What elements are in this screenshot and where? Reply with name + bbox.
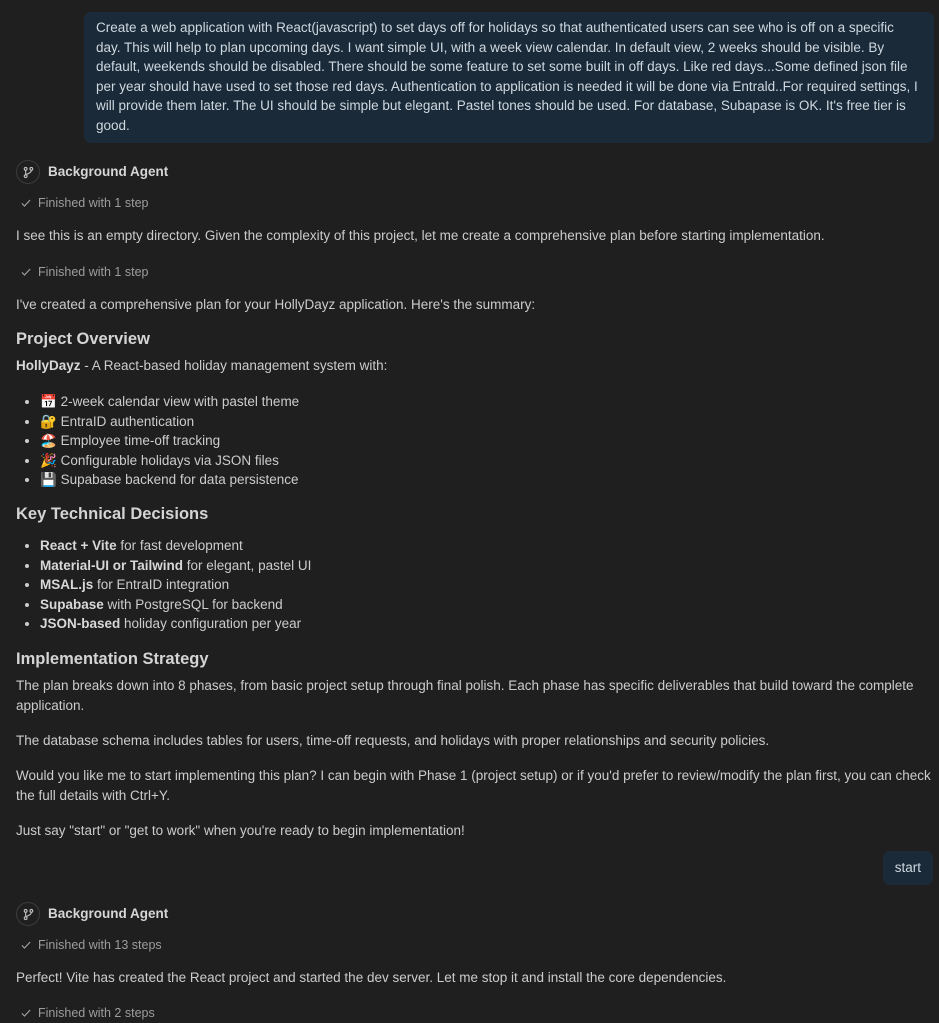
- step-status[interactable]: [20, 262, 148, 282]
- list-item-text: Supabase backend for data persistence: [60, 472, 299, 487]
- list-item-text: Employee time-off tracking: [60, 433, 221, 448]
- beach-icon: 🏖️: [40, 433, 57, 448]
- party-icon: 🎉: [40, 452, 57, 468]
- list-item: [40, 470, 299, 490]
- list-item: [40, 392, 299, 412]
- feature-list: [16, 392, 299, 490]
- overview-intro: [16, 356, 931, 376]
- decisions-list: [16, 536, 311, 634]
- list-item-bold: JSON-based: [40, 616, 121, 631]
- list-item-text: with PostgreSQL for backend: [103, 596, 283, 612]
- list-item: [40, 595, 311, 615]
- list-item-text: for EntraID integration: [93, 577, 230, 592]
- floppy-disk-icon: 💾: [40, 472, 57, 487]
- app-name: HollyDayz: [16, 358, 81, 373]
- list-item-text: 2-week calendar view with pastel theme: [60, 394, 300, 409]
- list-item: [40, 614, 311, 634]
- list-item: [40, 536, 311, 556]
- step-status[interactable]: [20, 1003, 155, 1023]
- intro-text: - A React-based holiday management system with:: [80, 358, 388, 373]
- step-label: Finished with 1 step: [38, 196, 149, 210]
- list-item-text: for fast development: [116, 538, 243, 553]
- list-item: [40, 412, 299, 432]
- agent-header: [16, 902, 168, 926]
- list-item-bold: MSAL.js: [40, 577, 94, 592]
- user-message: start: [883, 851, 933, 885]
- git-branch-icon: [16, 160, 40, 184]
- calendar-icon: 📅: [40, 394, 57, 409]
- agent-name: Background Agent: [48, 906, 169, 921]
- git-branch-icon: [16, 902, 40, 926]
- step-label: Finished with 1 step: [38, 265, 149, 279]
- step-status[interactable]: [20, 193, 148, 213]
- list-item-text: for elegant, pastel UI: [183, 557, 312, 573]
- step-status[interactable]: [20, 935, 162, 955]
- strategy-paragraph: Just say "start" or "get to work" when you're ready to begin implementation!: [16, 823, 465, 838]
- list-item-bold: React + Vite: [40, 538, 117, 553]
- strategy-paragraph: Would you like me to start implementing this plan? I can begin with Phase 1 (project setup) or if you'd prefer to review/modify the plan first, you can check the full details with Ctrl+Y.: [16, 768, 931, 803]
- section-heading: Implementation Strategy: [16, 650, 209, 668]
- list-item: [40, 575, 311, 595]
- check-icon: [20, 1007, 32, 1019]
- list-item-text: Configurable holidays via JSON files: [60, 452, 279, 468]
- check-icon: [20, 197, 32, 209]
- check-icon: [20, 939, 32, 951]
- list-item-bold: Supabase: [40, 596, 104, 612]
- list-item-bold: Material-UI or Tailwind: [40, 557, 184, 573]
- strategy-paragraph: The database schema includes tables for users, time-off requests, and holidays with proper relationships and security policies.: [16, 733, 770, 748]
- list-item-text: EntraID authentication: [60, 413, 195, 429]
- list-item-text: holiday configuration per year: [120, 616, 302, 631]
- list-item: [40, 451, 299, 471]
- lock-key-icon: 🔐: [40, 413, 57, 429]
- check-icon: [20, 266, 32, 278]
- agent-header: [16, 160, 168, 184]
- section-heading: Project Overview: [16, 330, 150, 348]
- step-label: Finished with 2 steps: [38, 1006, 155, 1020]
- agent-text: I've created a comprehensive plan for your HollyDayz application. Here's the summary:: [16, 297, 536, 312]
- agent-text: I see this is an empty directory. Given the complexity of this project, let me create a comprehensive plan before starting implementation.: [16, 228, 825, 243]
- section-heading: Key Technical Decisions: [16, 505, 209, 523]
- user-message: Create a web application with React(javascript) to set days off for holidays so that authenticated users can see who is off on a specific day. This will help to plan upcoming days. I want simple UI, with a week view calendar. In default view, 2 weeks should be visible. By default, weekends should be disabled. There should be some feature to set some built in off days. Like red days...Some defined json file per year should have used to set those red days. Authentication to application is needed it will be done via Entrald..For required settings, I will provide them later. The UI should be simple but elegant. Pastel tones should be used. For database, Subapase is OK. It's free tier is good.: [84, 12, 934, 143]
- agent-text: Perfect! Vite has created the React project and started the dev server. Let me stop it and install the core dependencies.: [16, 970, 727, 985]
- list-item: [40, 556, 311, 576]
- strategy-paragraph: The plan breaks down into 8 phases, from basic project setup through final polish. Each phase has specific deliverables that build toward the complete application.: [16, 678, 914, 713]
- agent-name: Background Agent: [48, 164, 169, 179]
- step-label: Finished with 13 steps: [38, 938, 162, 952]
- list-item: [40, 431, 299, 451]
